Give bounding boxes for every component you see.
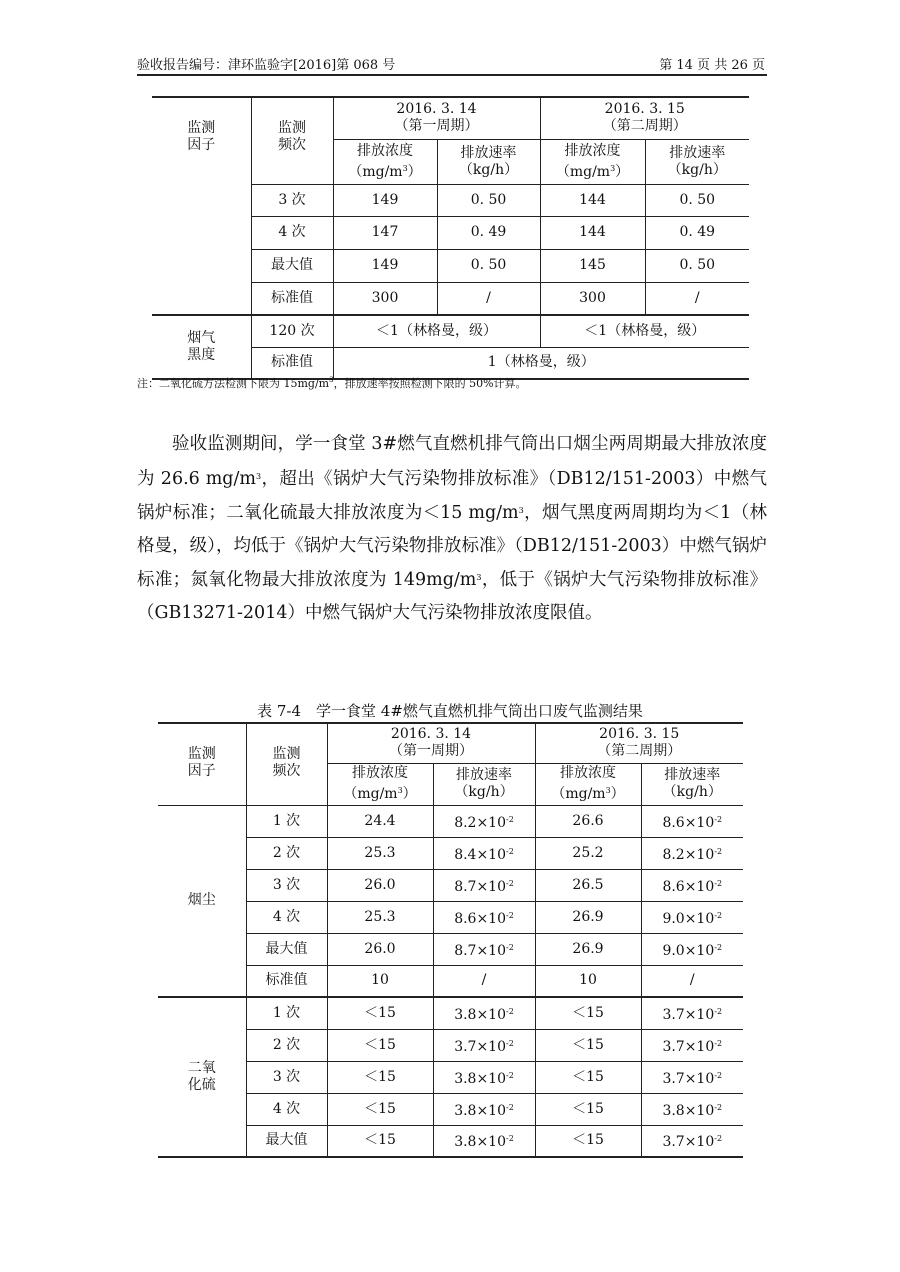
conc-header [540,139,645,184]
rate-unit: （kg/h） [458,161,519,178]
value-cell: ＜15 [327,1061,433,1093]
exponent: -2 [714,942,723,952]
exponent: -2 [506,910,514,920]
table-note: 注：二氧化硫方法检测下限为 $15mg/m^3$，排放速率按照检测下限的 50%计算。 [137,376,527,390]
value-cell: ＜15 [535,1029,641,1061]
value-cell: 0. 50 [437,184,540,216]
rate-label: 排放速率 [456,767,512,783]
freq-cell: 1 次 [246,997,327,1029]
freq-cell: 2 次 [246,1029,327,1061]
value-cell: 144 [540,216,645,249]
table-row [158,1029,743,1061]
value-cell: 26.5 [535,869,641,901]
value-cell: $3.8\times 10^{-2}$ [433,1125,535,1157]
exponent: -2 [506,1038,514,1048]
exponent: -2 [714,1134,723,1144]
exponent: -2 [506,1070,514,1080]
freq-cell: 3 次 [246,869,327,901]
value-cell: / [645,282,749,315]
rate-unit: （kg/h） [662,784,722,800]
table-row [158,997,743,1029]
value-cell: $3.8\times 10^{-2}$ [641,1093,743,1125]
rate-header [433,763,535,805]
conc-label: 排放浓度 [564,142,621,159]
period2-name: （第二周期） [597,743,682,760]
rate-label: 排放速率 [664,767,721,783]
exponent: -2 [714,814,723,824]
conc-unit: $(mg/m^3)$ [551,786,625,802]
value-cell: 10 [535,965,641,997]
conc-label: 排放浓度 [357,142,413,159]
value-cell: ＜15 [535,997,641,1029]
table-row [158,901,743,933]
rate-label: 排放速率 [460,144,517,161]
period2-header [535,723,743,763]
conc-header [333,139,437,184]
value-cell: $8.6\times 10^{-2}$ [641,805,743,837]
exponent: -2 [506,1102,514,1112]
factor-header: 监测 因子 [187,120,216,153]
conc-label: 排放浓度 [352,765,408,781]
rate-header [641,763,743,805]
exponent: -2 [714,1070,723,1080]
value-cell: $9.0\times 10^{-2}$ [641,933,743,965]
page-number: 第 14 页 共 26 页 [659,58,765,73]
period1-name: （第一周期） [389,743,473,760]
exponent: -2 [714,1038,723,1048]
value-cell: 149 [333,184,437,216]
period1-date: 2016. 3. 14 [390,726,472,743]
value-cell: 1（林格曼，级） [333,347,749,379]
value-cell: 26.6 [535,805,641,837]
value-cell: 300 [540,282,645,315]
value-cell: ＜15 [535,1061,641,1093]
factor-cell: 烟尘 [158,805,246,997]
value-cell: $3.8\times 10^{-2}$ [433,1061,535,1093]
conc-unit: $(mg/m^3)$ [343,786,417,802]
table-row [158,869,743,901]
freq-header: 监测 频次 [251,97,333,184]
freq-cell: 标准值 [246,965,327,997]
table-row [158,1093,743,1125]
conc-label: 排放浓度 [560,765,616,781]
value-cell: $3.7\times 10^{-2}$ [641,1029,743,1061]
value-cell: $9.0\times 10^{-2}$ [641,901,743,933]
value-cell: ＜1（林格曼，级） [333,315,540,347]
rate-header [437,139,540,184]
value-cell: $3.7\times 10^{-2}$ [641,1061,743,1093]
exponent: -2 [506,846,514,856]
period2-header [540,97,749,139]
value-cell: 0. 49 [437,216,540,249]
value-cell: ＜15 [327,1125,433,1157]
rate-label: 排放速率 [669,144,726,161]
value-cell: / [641,965,743,997]
freq-header: 监测 频次 [246,723,327,805]
value-cell: $3.8\times 10^{-2}$ [433,1093,535,1125]
value-cell: ＜1（林格曼，级） [540,315,749,347]
value-cell: 0. 49 [645,216,749,249]
freq-cell: 最大值 [246,933,327,965]
conc-unit: $(mg/m^3)$ [555,163,630,180]
value-cell: $3.7\times 10^{-2}$ [641,1125,743,1157]
value-cell: $8.2\times 10^{-2}$ [433,805,535,837]
freq-cell: 3 次 [251,184,333,216]
exponent: -2 [506,878,514,888]
value-cell: ＜15 [327,1029,433,1061]
freq-cell: 4 次 [246,1093,327,1125]
freq-cell: 1 次 [246,805,327,837]
value-cell: 149 [333,249,437,282]
exponent: -2 [506,814,514,824]
period2-date: 2016. 3. 15 [604,101,685,118]
value-cell: 26.9 [535,901,641,933]
freq-cell: 4 次 [251,216,333,249]
value-cell: 10 [327,965,433,997]
conc-header [535,763,641,805]
value-cell: 25.3 [327,901,433,933]
freq-cell: 2 次 [246,837,327,869]
freq-cell: 最大值 [246,1125,327,1157]
rate-unit: （kg/h） [454,784,514,800]
rate-unit: （kg/h） [667,161,727,178]
value-cell: 0. 50 [437,249,540,282]
period1-header [327,723,535,763]
exponent: -2 [714,846,723,856]
table-caption: 表 7-4 学一食堂 4#燃气直燃机排气筒出口废气监测结果 [257,702,643,720]
rate-header [645,139,749,184]
conc-header [327,763,433,805]
value-cell: $8.2\times 10^{-2}$ [641,837,743,869]
value-cell: ＜15 [535,1093,641,1125]
value-cell: 144 [540,184,645,216]
value-cell: 0. 50 [645,184,749,216]
freq-cell: 4 次 [246,901,327,933]
factor-cell: 烟气 黑度 [152,315,251,379]
exponent: -2 [506,942,514,952]
value-cell: 300 [333,282,437,315]
body-paragraph: 验收监测期间，学一食堂 3#燃气直燃机排气筒出口烟尘两周期最大排放浓度为 26.6 $mg/m^3$，超出《锅炉大气污染物排放标准》（DB12/151-2003）中燃气锅炉标准；二氧化硫最大排放浓度为＜15 $mg/m^3$，烟气黑度两周期均为＜1（林格曼，级），均低于《锅炉大气污染物排放标准》（DB12/151-2003）中燃气锅炉标准；氮氧化物最大排放浓度为 $149mg/m^3$，低于《锅炉大气污染物排放标准》（GB13271-2014）中燃气锅炉大气污染物排放浓度限值。 [137,434,768,623]
value-cell: $3.7\times 10^{-2}$ [433,1029,535,1061]
value-cell: / [437,282,540,315]
freq-cell: 120 次 [251,315,333,347]
exponent: -2 [714,1102,723,1112]
report-number: 验收报告编号：津环监验字[2016]第 068 号 [137,58,396,73]
period2-name: （第二周期） [602,118,687,135]
value-cell: 26.9 [535,933,641,965]
exponent: -2 [506,1006,514,1016]
table-row [158,965,743,997]
table-row [152,315,749,347]
value-cell: 25.3 [327,837,433,869]
value-cell: $3.7\times 10^{-2}$ [641,997,743,1029]
page-header [137,52,767,76]
freq-cell: 最大值 [251,249,333,282]
value-cell: $3.8\times 10^{-2}$ [433,997,535,1029]
value-cell: 24.4 [327,805,433,837]
table-row [158,805,743,837]
value-cell: ＜15 [327,1093,433,1125]
freq-cell: 标准值 [251,347,333,379]
value-cell: ＜15 [327,997,433,1029]
period1-date: 2016. 3. 14 [396,101,477,118]
table-row [158,1061,743,1093]
conc-unit: $(mg/m^3)$ [348,163,422,180]
freq-cell: 3 次 [246,1061,327,1093]
table-7-3-continued [152,96,749,380]
freq-cell: 标准值 [251,282,333,315]
value-cell: $8.7\times 10^{-2}$ [433,869,535,901]
value-cell: $8.4\times 10^{-2}$ [433,837,535,869]
period1-header [333,97,540,139]
table-row [158,837,743,869]
value-cell: $8.6\times 10^{-2}$ [433,901,535,933]
value-cell: 25.2 [535,837,641,869]
exponent: -2 [714,910,723,920]
value-cell: $8.6\times 10^{-2}$ [641,869,743,901]
value-cell: 26.0 [327,869,433,901]
exponent: -2 [506,1134,514,1144]
factor-cell: 二氧 化硫 [158,997,246,1157]
period1-name: （第一周期） [394,118,479,135]
period2-date: 2016. 3. 15 [599,726,680,743]
value-cell: 145 [540,249,645,282]
table-7-4 [158,722,743,1158]
value-cell: ＜15 [535,1125,641,1157]
factor-header: 监测 因子 [187,746,216,779]
table-row [158,1125,743,1157]
value-cell: 0. 50 [645,249,749,282]
value-cell: $8.7\times 10^{-2}$ [433,933,535,965]
exponent: -2 [714,878,723,888]
value-cell: / [433,965,535,997]
table-row [158,933,743,965]
value-cell: 147 [333,216,437,249]
exponent: -2 [714,1006,723,1016]
value-cell: 26.0 [327,933,433,965]
